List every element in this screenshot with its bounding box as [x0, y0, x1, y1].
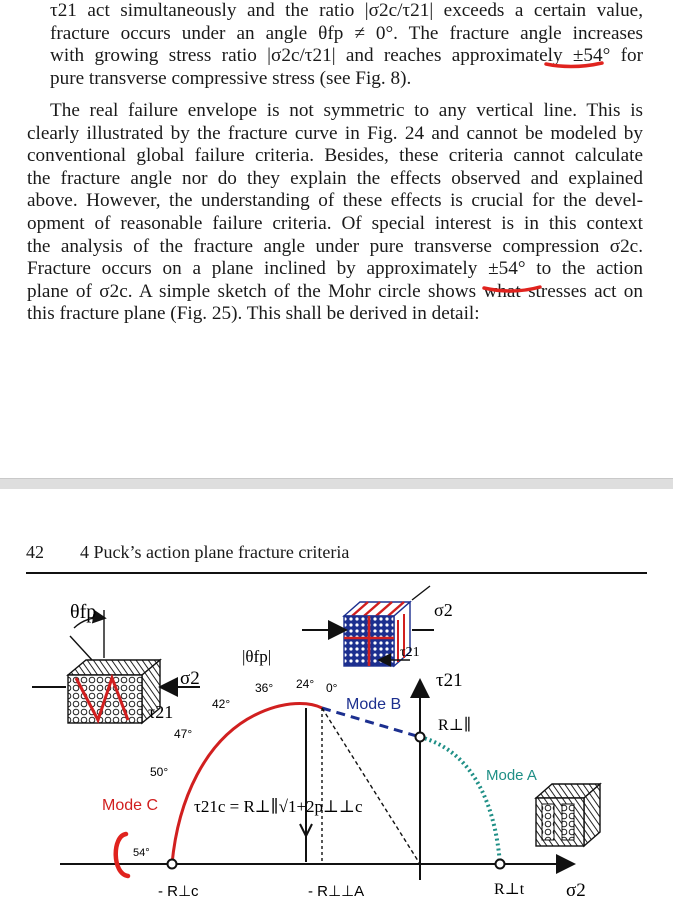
text-line: the analysis of the fracture angle under pure transverse compression σ2c. — [27, 235, 643, 257]
red-underline-annotation — [478, 283, 548, 295]
mode-a-label: Mode A — [486, 767, 537, 784]
tau21c-formula: τ21c = R⊥∥√1+2p⊥⊥c — [194, 797, 363, 816]
sigma2-cube-b-label: σ2 — [434, 600, 453, 620]
theta-fp-abs-label: |θfp| — [242, 647, 272, 666]
point-r-perp-par — [416, 733, 425, 742]
tau21-axis-label: τ21 — [436, 670, 463, 691]
text-line: clearly illustrated by the fracture curve in Fig. 24 and cannot be modeled by — [27, 122, 643, 144]
r-perp-t-label: R⊥t — [494, 881, 525, 898]
chapter-title: 4 Puck’s action plane fracture criteria — [80, 542, 350, 562]
text-line: τ21 act simultaneously and the ratio |σ2c/τ21| exceeds a certain value, — [50, 0, 643, 21]
text-line: plane of σ2c. A simple sketch of the Mohr circle shows what stresses act on — [27, 280, 643, 302]
neg-r-perp-c-label: - R⊥c — [158, 883, 199, 900]
tau21-cube-b-label: τ21 — [400, 645, 420, 660]
sigma2-axis-label: σ2 — [566, 880, 586, 900]
text-line: above. However, the understanding of these effects is crucial for the devel- — [27, 190, 643, 212]
text-line: Fracture occurs on a plane inclined by approximately ±54° to the action — [27, 258, 643, 280]
sigma2-cube-label: σ2 — [180, 668, 200, 689]
point-neg-r-perp-c — [168, 860, 177, 869]
text-line: fracture occurs under an angle θfp ≠ 0°. The fracture angle increases — [50, 22, 643, 44]
angle-label: 50° — [150, 765, 169, 779]
angle-label: 54° — [133, 847, 150, 859]
text-line: The real failure envelope is not symmetric to any vertical line. This is — [50, 100, 643, 121]
paragraph-2 — [27, 100, 643, 326]
angle-label: 24° — [296, 677, 315, 691]
mode-c-curve — [172, 704, 322, 864]
text-line: the fracture angle nor do they explain the effects observed and explained — [27, 167, 643, 189]
page-header — [26, 542, 646, 572]
text-line: with growing stress ratio |σ2c/τ21| and reaches approximately ±54° for — [50, 45, 643, 67]
r-perp-par-label: R⊥∥ — [438, 717, 472, 734]
dashed-diagonal-line — [322, 708, 420, 864]
text-line: conventional global failure criteria. Besides, these criteria cannot calculate — [27, 145, 643, 167]
point-r-perp-t — [496, 860, 505, 869]
red-underline-annotation — [540, 58, 610, 72]
mode-a-cube-illustration — [536, 784, 600, 846]
red-bracket-annotation — [116, 834, 128, 876]
mode-a-curve — [420, 737, 500, 864]
text-line: this fracture plane (Fig. 25). This shall be derived in detail: — [27, 303, 480, 325]
header-rule — [26, 572, 647, 574]
fracture-curve-figure — [0, 580, 673, 900]
mode-c-label: Mode C — [102, 797, 159, 814]
tau21-cube-label: τ21 — [148, 702, 174, 722]
page-number: 42 — [26, 542, 44, 562]
paragraph-1 — [50, 0, 643, 90]
angle-label: 47° — [174, 727, 193, 741]
theta-fp-label: θfp — [70, 601, 97, 623]
neg-r-perp-perp-a-label: - R⊥⊥A — [308, 883, 365, 900]
mode-b-label: Mode B — [346, 696, 402, 713]
angle-label: 0° — [326, 681, 338, 695]
mode-c-cube-illustration — [32, 610, 200, 723]
text-line: pure transverse compressive stress (see Fig. 8). — [50, 67, 412, 89]
angle-label: 42° — [212, 697, 231, 711]
angle-label: 36° — [255, 681, 274, 695]
text-line: opment of reasonable failure criteria. Of special interest is in this context — [27, 212, 643, 234]
